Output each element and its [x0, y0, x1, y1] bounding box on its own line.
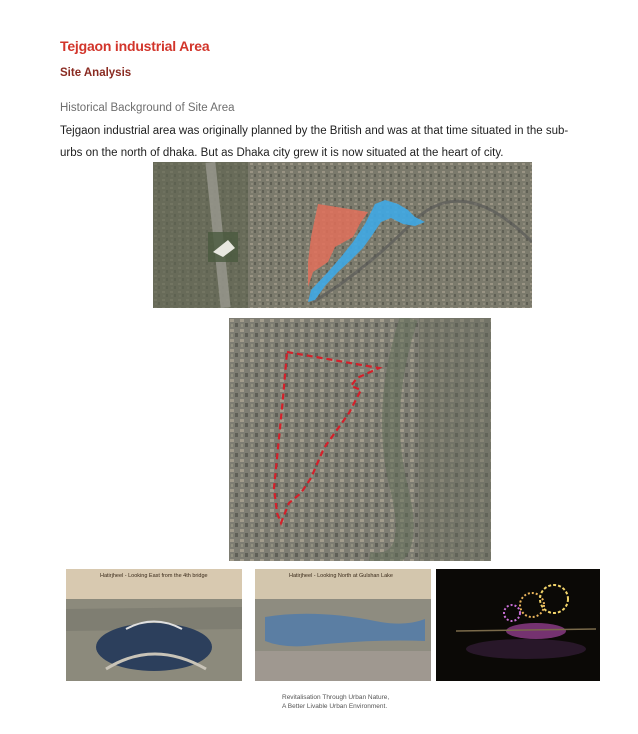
section-heading: Historical Background of Site Area — [60, 102, 235, 114]
footer-line-1: Revitalisation Through Urban Nature, — [282, 694, 390, 701]
photo-night-fireworks — [436, 569, 600, 681]
paragraph-line-2: urbs on the north of dhaka. But as Dhaka city grew it is now situated at the heart of city. — [60, 147, 504, 159]
photo2-caption: Hatirjheel - Looking North at Gulshan Lake — [289, 573, 393, 579]
paragraph-line-1: Tejgaon industrial area was originally planned by the British and was at that time situated in the sub- — [60, 125, 569, 137]
page-title: Tejgaon industrial Area — [60, 38, 210, 54]
satellite-map-site-boundary — [229, 318, 491, 561]
page-subtitle: Site Analysis — [60, 67, 132, 79]
photo-hatirjheel-north — [255, 569, 431, 681]
footer-line-2: A Better Livable Urban Environment. — [282, 702, 388, 710]
photo-hatirjheel-east — [66, 569, 242, 681]
satellite-map-overview — [153, 162, 532, 308]
photo1-caption: Hatirjheel - Looking East from the 4th bridge — [100, 573, 208, 579]
body-paragraph — [60, 120, 580, 164]
footer-text — [282, 694, 389, 711]
